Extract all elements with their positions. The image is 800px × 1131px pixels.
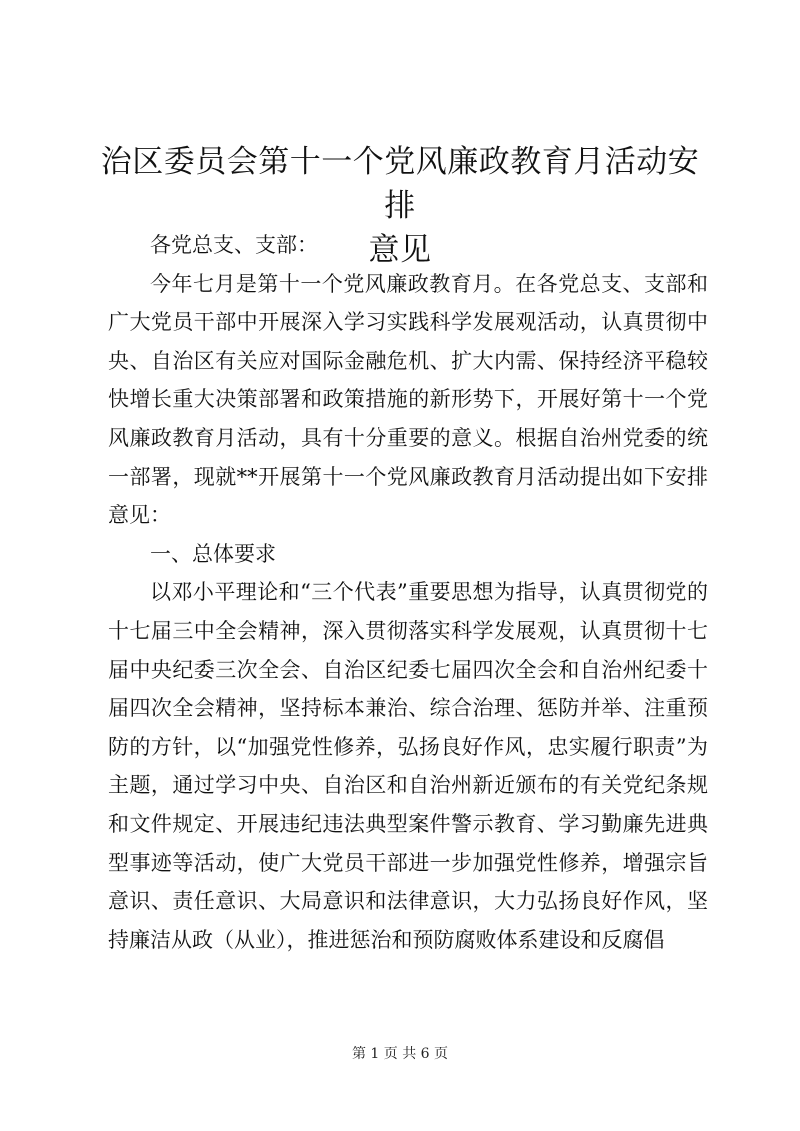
salutation: 各党总支、支部： (150, 233, 318, 257)
paragraph-requirements: 以邓小平理论和“三个代表”重要思想为指导，认真贯彻党的十七届三中全会精神，深入贯彻落实科学发展观，认真贯彻十七届中央纪委三次全会、自治区纪委七届四次全会和自治州纪委十届四次全会精神，坚持标本兼治、综合治理、惩防并举、注重预防的方针，以“加强党性修养，弘扬良好作风，忠实履行职责”为主题，通过学习中央、自治区和自治州新近颁布的有关党纪条规和文件规定、开展违纪违法典型案件警示教育、学习勤廉先进典型事迹等活动，使广大党员干部进一步加强党性修养，增强宗旨意识、责任意识、大局意识和法律意识，大力弘扬良好作风，坚持廉洁从政（从业），推进惩治和预防腐败体系建设和反腐倡 (108, 580, 708, 952)
section-heading: 一、总体要求 (150, 541, 276, 566)
paragraph-intro: 今年七月是第十一个党风廉政教育月。在各党总支、支部和广大党员干部中开展深入学习实践科学发展观活动，认真贯彻中央、自治区有关应对国际金融危机、扩大内需、保持经济平稳较快增长重大决策部署和政策措施的新形势下，开展好第十一个党风廉政教育月活动，具有十分重要的意义。根据自治州党委的统一部署，现就**开展第十一个党风廉政教育月活动提出如下安排意见： (108, 271, 708, 528)
document-body (108, 226, 708, 959)
title-line-1: 治区委员会第十一个党风廉政教育月活动安排 (100, 144, 700, 224)
page-footer: 第 1 页 共 6 页 (351, 1046, 449, 1062)
title-line-2: 意见 (368, 232, 432, 268)
